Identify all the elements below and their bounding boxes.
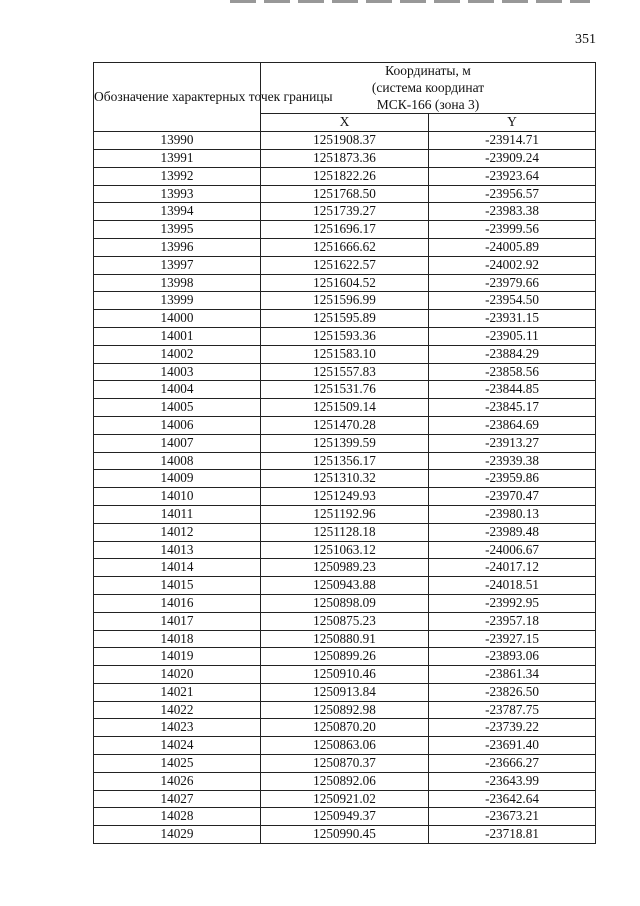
table-row bbox=[94, 683, 596, 701]
table-row bbox=[94, 203, 596, 221]
y-coordinate-cell: -23673.21 bbox=[429, 808, 596, 826]
x-coordinate-cell: 1250989.23 bbox=[261, 559, 429, 577]
point-id-cell: 14012 bbox=[94, 523, 261, 541]
table-row bbox=[94, 505, 596, 523]
x-coordinate-cell: 1250910.46 bbox=[261, 666, 429, 684]
y-coordinate-cell: -23983.38 bbox=[429, 203, 596, 221]
y-coordinate-cell: -23861.34 bbox=[429, 666, 596, 684]
table-row bbox=[94, 559, 596, 577]
y-coordinate-cell: -23739.22 bbox=[429, 719, 596, 737]
table-body bbox=[94, 132, 596, 844]
table-row bbox=[94, 737, 596, 755]
y-coordinate-cell: -23931.15 bbox=[429, 310, 596, 328]
point-id-cell: 13992 bbox=[94, 167, 261, 185]
table-row bbox=[94, 381, 596, 399]
table-row bbox=[94, 149, 596, 167]
point-id-cell: 14002 bbox=[94, 345, 261, 363]
y-coordinate-cell: -23913.27 bbox=[429, 434, 596, 452]
point-id-cell: 14010 bbox=[94, 488, 261, 506]
y-coordinate-cell: -23927.15 bbox=[429, 630, 596, 648]
x-coordinate-cell: 1251768.50 bbox=[261, 185, 429, 203]
table-row bbox=[94, 452, 596, 470]
y-coordinate-cell: -23979.66 bbox=[429, 274, 596, 292]
table-row bbox=[94, 826, 596, 844]
x-coordinate-cell: 1251822.26 bbox=[261, 167, 429, 185]
x-coordinate-cell: 1251399.59 bbox=[261, 434, 429, 452]
top-scan-rule bbox=[230, 0, 590, 3]
x-coordinate-cell: 1250875.23 bbox=[261, 612, 429, 630]
x-coordinate-cell: 1251249.93 bbox=[261, 488, 429, 506]
table-row bbox=[94, 167, 596, 185]
x-coordinate-cell: 1250880.91 bbox=[261, 630, 429, 648]
x-coordinate-cell: 1250870.37 bbox=[261, 755, 429, 773]
y-coordinate-cell: -23905.11 bbox=[429, 327, 596, 345]
table-row bbox=[94, 594, 596, 612]
y-coordinate-cell: -23957.18 bbox=[429, 612, 596, 630]
x-coordinate-cell: 1251192.96 bbox=[261, 505, 429, 523]
table-row bbox=[94, 363, 596, 381]
y-coordinate-cell: -24017.12 bbox=[429, 559, 596, 577]
point-id-cell: 14001 bbox=[94, 327, 261, 345]
point-id-cell: 14027 bbox=[94, 790, 261, 808]
x-coordinate-cell: 1251356.17 bbox=[261, 452, 429, 470]
y-coordinate-cell: -23893.06 bbox=[429, 648, 596, 666]
table-row bbox=[94, 577, 596, 595]
coordinates-header-line-2: (система координат bbox=[371, 79, 485, 95]
point-id-cell: 14006 bbox=[94, 416, 261, 434]
y-coordinate-cell: -23787.75 bbox=[429, 701, 596, 719]
point-id-cell: 13995 bbox=[94, 221, 261, 239]
table-row bbox=[94, 256, 596, 274]
x-coordinate-cell: 1250892.06 bbox=[261, 772, 429, 790]
coordinates-header-line-1: Координаты, м bbox=[385, 63, 471, 78]
point-id-cell: 14014 bbox=[94, 559, 261, 577]
point-id-cell: 14007 bbox=[94, 434, 261, 452]
point-id-cell: 13997 bbox=[94, 256, 261, 274]
x-coordinate-cell: 1251908.37 bbox=[261, 132, 429, 150]
point-id-cell: 13993 bbox=[94, 185, 261, 203]
x-coordinate-cell: 1250921.02 bbox=[261, 790, 429, 808]
y-coordinate-cell: -23884.29 bbox=[429, 345, 596, 363]
table-row bbox=[94, 808, 596, 826]
point-id-cell: 14019 bbox=[94, 648, 261, 666]
table-row bbox=[94, 701, 596, 719]
table-row bbox=[94, 488, 596, 506]
point-id-cell: 14005 bbox=[94, 399, 261, 417]
y-column-header: Y bbox=[429, 114, 596, 132]
x-coordinate-cell: 1251622.57 bbox=[261, 256, 429, 274]
y-coordinate-cell: -23826.50 bbox=[429, 683, 596, 701]
point-id-cell: 14017 bbox=[94, 612, 261, 630]
point-id-cell: 14013 bbox=[94, 541, 261, 559]
point-id-cell: 14025 bbox=[94, 755, 261, 773]
y-coordinate-cell: -23999.56 bbox=[429, 221, 596, 239]
x-coordinate-cell: 1251595.89 bbox=[261, 310, 429, 328]
table-row bbox=[94, 523, 596, 541]
y-coordinate-cell: -23858.56 bbox=[429, 363, 596, 381]
x-coordinate-cell: 1251310.32 bbox=[261, 470, 429, 488]
table-row bbox=[94, 666, 596, 684]
table-row bbox=[94, 345, 596, 363]
point-id-cell: 14021 bbox=[94, 683, 261, 701]
y-coordinate-cell: -23844.85 bbox=[429, 381, 596, 399]
y-coordinate-cell: -23643.99 bbox=[429, 772, 596, 790]
table-row bbox=[94, 719, 596, 737]
table-row bbox=[94, 541, 596, 559]
x-coordinate-cell: 1250898.09 bbox=[261, 594, 429, 612]
x-coordinate-cell: 1250870.20 bbox=[261, 719, 429, 737]
table-row bbox=[94, 238, 596, 256]
y-coordinate-cell: -23939.38 bbox=[429, 452, 596, 470]
y-coordinate-cell: -23970.47 bbox=[429, 488, 596, 506]
table-row bbox=[94, 399, 596, 417]
y-coordinate-cell: -23845.17 bbox=[429, 399, 596, 417]
y-coordinate-cell: -24002.92 bbox=[429, 256, 596, 274]
point-id-cell: 14028 bbox=[94, 808, 261, 826]
x-coordinate-cell: 1250943.88 bbox=[261, 577, 429, 595]
point-id-cell: 13991 bbox=[94, 149, 261, 167]
x-coordinate-cell: 1250949.37 bbox=[261, 808, 429, 826]
x-coordinate-cell: 1251583.10 bbox=[261, 345, 429, 363]
y-coordinate-cell: -23642.64 bbox=[429, 790, 596, 808]
x-coordinate-cell: 1250990.45 bbox=[261, 826, 429, 844]
x-coordinate-cell: 1251470.28 bbox=[261, 416, 429, 434]
y-coordinate-cell: -23954.50 bbox=[429, 292, 596, 310]
x-coordinate-cell: 1251509.14 bbox=[261, 399, 429, 417]
point-id-cell: 14003 bbox=[94, 363, 261, 381]
table-row bbox=[94, 292, 596, 310]
y-coordinate-cell: -24006.67 bbox=[429, 541, 596, 559]
y-coordinate-cell: -23666.27 bbox=[429, 755, 596, 773]
x-coordinate-cell: 1250863.06 bbox=[261, 737, 429, 755]
y-coordinate-cell: -23980.13 bbox=[429, 505, 596, 523]
table-row bbox=[94, 630, 596, 648]
y-coordinate-cell: -23959.86 bbox=[429, 470, 596, 488]
point-id-cell: 13998 bbox=[94, 274, 261, 292]
table-row bbox=[94, 434, 596, 452]
point-id-cell: 14015 bbox=[94, 577, 261, 595]
point-id-cell: 14004 bbox=[94, 381, 261, 399]
point-id-cell: 14018 bbox=[94, 630, 261, 648]
point-column-header: Обозначение характерных точек границы bbox=[94, 63, 261, 132]
y-coordinate-cell: -24005.89 bbox=[429, 238, 596, 256]
table-row bbox=[94, 310, 596, 328]
table-row bbox=[94, 327, 596, 345]
table-row bbox=[94, 221, 596, 239]
table-row bbox=[94, 772, 596, 790]
point-id-cell: 14026 bbox=[94, 772, 261, 790]
page-number: 351 bbox=[575, 32, 596, 47]
y-coordinate-cell: -24018.51 bbox=[429, 577, 596, 595]
x-coordinate-cell: 1251128.18 bbox=[261, 523, 429, 541]
x-coordinate-cell: 1251696.17 bbox=[261, 221, 429, 239]
y-coordinate-cell: -23992.95 bbox=[429, 594, 596, 612]
x-coordinate-cell: 1251063.12 bbox=[261, 541, 429, 559]
x-coordinate-cell: 1250899.26 bbox=[261, 648, 429, 666]
table-row bbox=[94, 755, 596, 773]
y-coordinate-cell: -23956.57 bbox=[429, 185, 596, 203]
point-id-cell: 14024 bbox=[94, 737, 261, 755]
point-id-cell: 14009 bbox=[94, 470, 261, 488]
point-id-cell: 14023 bbox=[94, 719, 261, 737]
x-coordinate-cell: 1251531.76 bbox=[261, 381, 429, 399]
x-coordinate-cell: 1251557.83 bbox=[261, 363, 429, 381]
table-row bbox=[94, 790, 596, 808]
y-coordinate-cell: -23909.24 bbox=[429, 149, 596, 167]
y-coordinate-cell: -23718.81 bbox=[429, 826, 596, 844]
table-row bbox=[94, 416, 596, 434]
y-coordinate-cell: -23864.69 bbox=[429, 416, 596, 434]
table-row bbox=[94, 274, 596, 292]
table-row bbox=[94, 470, 596, 488]
point-id-cell: 13994 bbox=[94, 203, 261, 221]
point-id-cell: 13990 bbox=[94, 132, 261, 150]
x-coordinate-cell: 1251604.52 bbox=[261, 274, 429, 292]
point-id-cell: 14020 bbox=[94, 666, 261, 684]
point-id-cell: 14029 bbox=[94, 826, 261, 844]
point-id-cell: 14011 bbox=[94, 505, 261, 523]
point-id-cell: 13999 bbox=[94, 292, 261, 310]
y-coordinate-cell: -23989.48 bbox=[429, 523, 596, 541]
x-coordinate-cell: 1251739.27 bbox=[261, 203, 429, 221]
point-id-cell: 13996 bbox=[94, 238, 261, 256]
y-coordinate-cell: -23914.71 bbox=[429, 132, 596, 150]
table-row bbox=[94, 648, 596, 666]
point-id-cell: 14008 bbox=[94, 452, 261, 470]
table-row bbox=[94, 132, 596, 150]
table-row bbox=[94, 612, 596, 630]
coordinates-table bbox=[93, 62, 596, 844]
point-id-cell: 14022 bbox=[94, 701, 261, 719]
point-id-cell: 14016 bbox=[94, 594, 261, 612]
x-coordinate-cell: 1251666.62 bbox=[261, 238, 429, 256]
y-coordinate-cell: -23691.40 bbox=[429, 737, 596, 755]
point-id-cell: 14000 bbox=[94, 310, 261, 328]
x-column-header: X bbox=[261, 114, 429, 132]
x-coordinate-cell: 1250892.98 bbox=[261, 701, 429, 719]
x-coordinate-cell: 1251873.36 bbox=[261, 149, 429, 167]
x-coordinate-cell: 1251596.99 bbox=[261, 292, 429, 310]
y-coordinate-cell: -23923.64 bbox=[429, 167, 596, 185]
x-coordinate-cell: 1251593.36 bbox=[261, 327, 429, 345]
x-coordinate-cell: 1250913.84 bbox=[261, 683, 429, 701]
coordinates-header-line-3: МСК-166 (зона 3) bbox=[376, 96, 480, 112]
table-row bbox=[94, 185, 596, 203]
